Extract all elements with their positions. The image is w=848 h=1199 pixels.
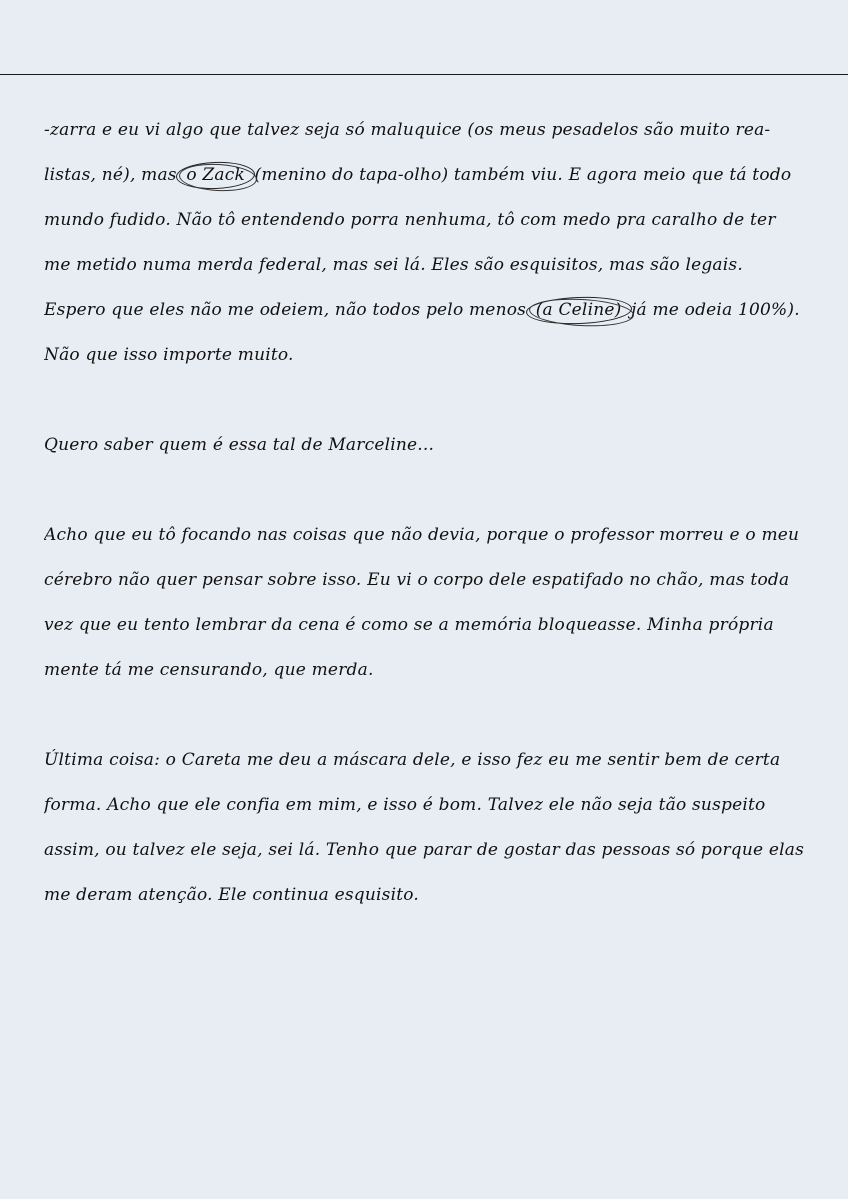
text-run: Espero que eles não me odeiem, não todos pelo menos <box>44 300 532 320</box>
text-line <box>44 783 808 828</box>
text-run: Última coisa: o Careta me deu a máscara dele, e isso fez eu me sentir bem de certa <box>44 750 781 770</box>
text-line <box>44 423 808 468</box>
journal-paragraph <box>44 738 808 918</box>
text-run: Acho que eu tô focando nas coisas que não devia, porque o professor morreu e o meu <box>44 525 800 545</box>
text-run: assim, ou talvez ele seja, sei lá. Tenho que parar de gostar das pessoas só porque elas <box>44 840 805 860</box>
journal-paragraph <box>44 423 808 468</box>
text-line <box>44 558 808 603</box>
paragraph-gap <box>44 468 808 513</box>
text-line <box>44 243 808 288</box>
text-run: Não que isso importe muito. <box>44 345 294 365</box>
top-rule <box>0 74 848 75</box>
text-run: -zarra e eu vi algo que talvez seja só maluquice (os meus pesadelos são muito rea- <box>44 120 771 140</box>
text-run: Quero saber quem é essa tal de Marceline... <box>44 435 435 455</box>
text-line <box>44 333 808 378</box>
text-line <box>44 153 808 198</box>
text-line <box>44 288 808 333</box>
text-run: vez que eu tento lembrar da cena é como se a memória bloqueasse. Minha própria <box>44 615 774 635</box>
journal-page <box>44 108 808 918</box>
text-run: forma. Acho que ele confia em mim, e isso é bom. Talvez ele não seja tão suspeito <box>44 795 766 815</box>
journal-paragraph <box>44 108 808 378</box>
text-line <box>44 198 808 243</box>
text-run: mundo fudido. Não tô entendendo porra nenhuma, tô com medo pra caralho de ter <box>44 210 776 230</box>
text-line <box>44 873 808 918</box>
text-line <box>44 828 808 873</box>
text-line <box>44 738 808 783</box>
circled-name: o Zack <box>182 153 249 198</box>
text-line <box>44 108 808 153</box>
text-run: mente tá me censurando, que merda. <box>44 660 374 680</box>
text-run: cérebro não quer pensar sobre isso. Eu vi o corpo dele espatifado no chão, mas toda <box>44 570 790 590</box>
paragraph-gap <box>44 693 808 738</box>
text-line <box>44 603 808 648</box>
journal-paragraph <box>44 513 808 693</box>
text-run: listas, né), mas <box>44 165 183 185</box>
text-run: me deram atenção. Ele continua esquisito. <box>44 885 419 905</box>
text-run: (menino do tapa-olho) também viu. E agora meio que tá todo <box>248 165 792 185</box>
text-line <box>44 648 808 693</box>
text-line <box>44 513 808 558</box>
paragraph-gap <box>44 378 808 423</box>
text-run: me metido numa merda federal, mas sei lá. Eles são esquisitos, mas são legais. <box>44 255 743 275</box>
text-run: já me odeia 100%). <box>625 300 800 320</box>
circled-name: (a Celine) <box>532 288 626 333</box>
